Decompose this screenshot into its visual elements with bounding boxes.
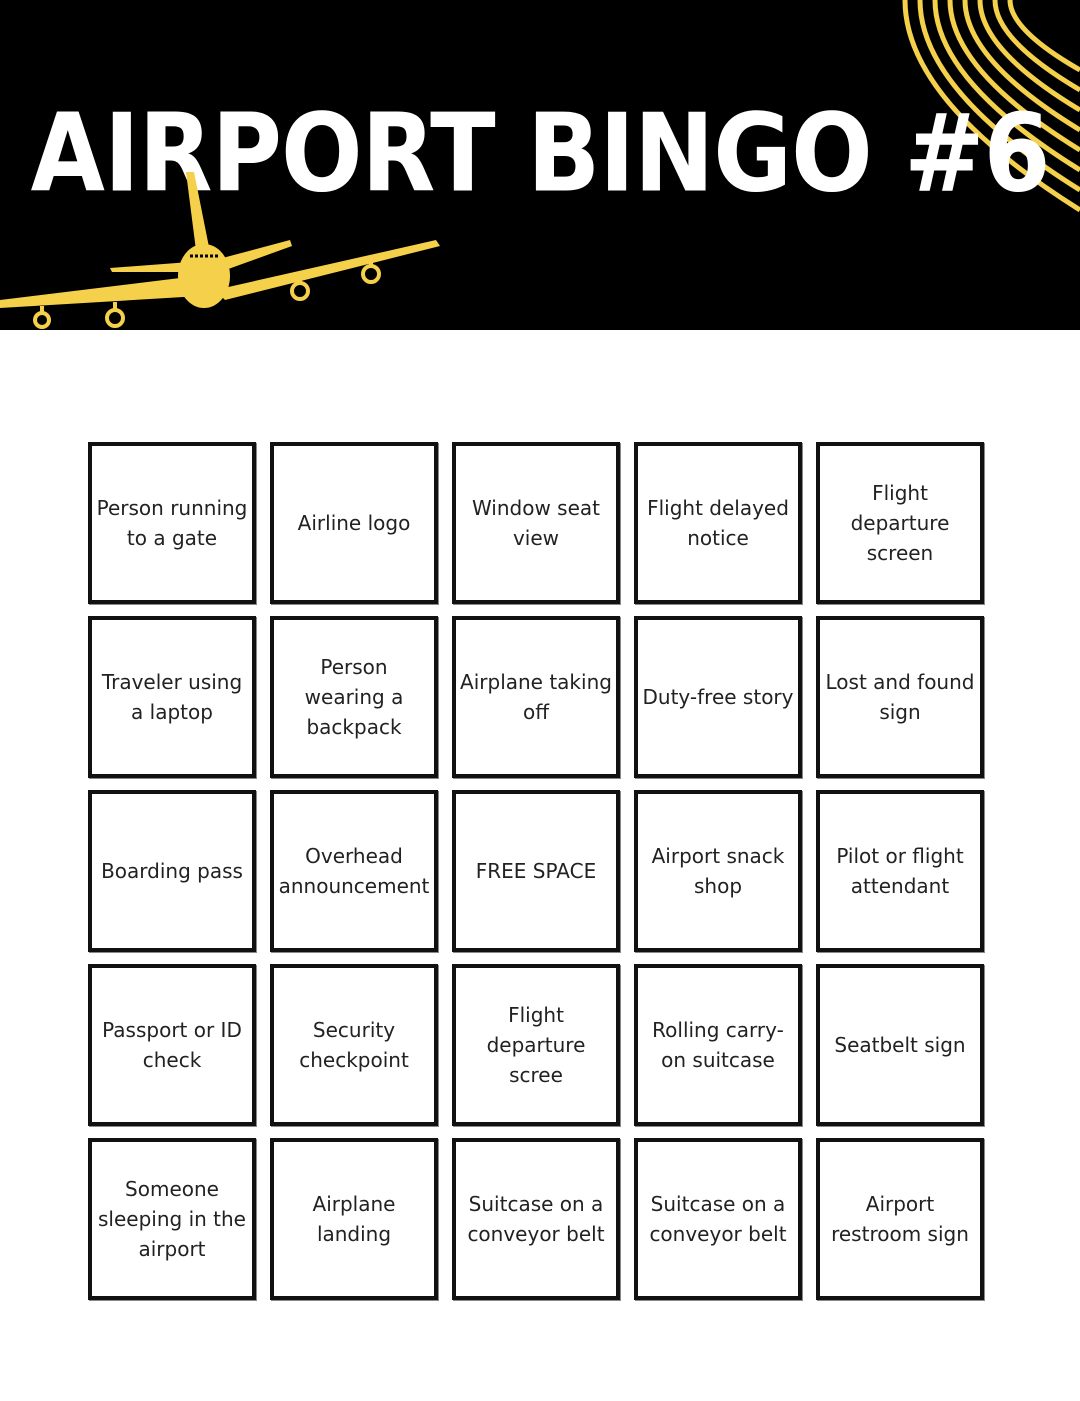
bingo-cell[interactable]: Window seat view: [452, 442, 620, 604]
bingo-cell[interactable]: Passport or ID check: [88, 964, 256, 1126]
bingo-cell[interactable]: Overhead announcement: [270, 790, 438, 952]
bingo-cell[interactable]: Duty-free story: [634, 616, 802, 778]
bingo-cell[interactable]: Suitcase on a conveyor belt: [634, 1138, 802, 1300]
bingo-cell[interactable]: Rolling carry-on suitcase: [634, 964, 802, 1126]
bingo-cell[interactable]: Suitcase on a conveyor belt: [452, 1138, 620, 1300]
bingo-cell[interactable]: Airport restroom sign: [816, 1138, 984, 1300]
bingo-card: [88, 442, 984, 1300]
bingo-cell[interactable]: Seatbelt sign: [816, 964, 984, 1126]
bingo-cell[interactable]: Airline logo: [270, 442, 438, 604]
header-banner: [0, 0, 1080, 330]
bingo-cell[interactable]: Person wearing a backpack: [270, 616, 438, 778]
bingo-cell[interactable]: Person running to a gate: [88, 442, 256, 604]
bingo-cell[interactable]: Flight departure scree: [452, 964, 620, 1126]
free-space-cell[interactable]: FREE SPACE: [452, 790, 620, 952]
bingo-cell[interactable]: Security checkpoint: [270, 964, 438, 1126]
bingo-cell[interactable]: Boarding pass: [88, 790, 256, 952]
bingo-cell[interactable]: Airplane landing: [270, 1138, 438, 1300]
bingo-cell[interactable]: Airplane taking off: [452, 616, 620, 778]
bingo-cell[interactable]: Airport snack shop: [634, 790, 802, 952]
bingo-cell[interactable]: Flight delayed notice: [634, 442, 802, 604]
bingo-cell[interactable]: Traveler using a laptop: [88, 616, 256, 778]
page-title: AIRPORT BINGO #6: [30, 91, 1050, 217]
airplane-icon: [0, 0, 1080, 330]
bingo-cell[interactable]: Flight departure screen: [816, 442, 984, 604]
bingo-cell[interactable]: Pilot or flight attendant: [816, 790, 984, 952]
bingo-cell[interactable]: Someone sleeping in the airport: [88, 1138, 256, 1300]
bingo-cell[interactable]: Lost and found sign: [816, 616, 984, 778]
